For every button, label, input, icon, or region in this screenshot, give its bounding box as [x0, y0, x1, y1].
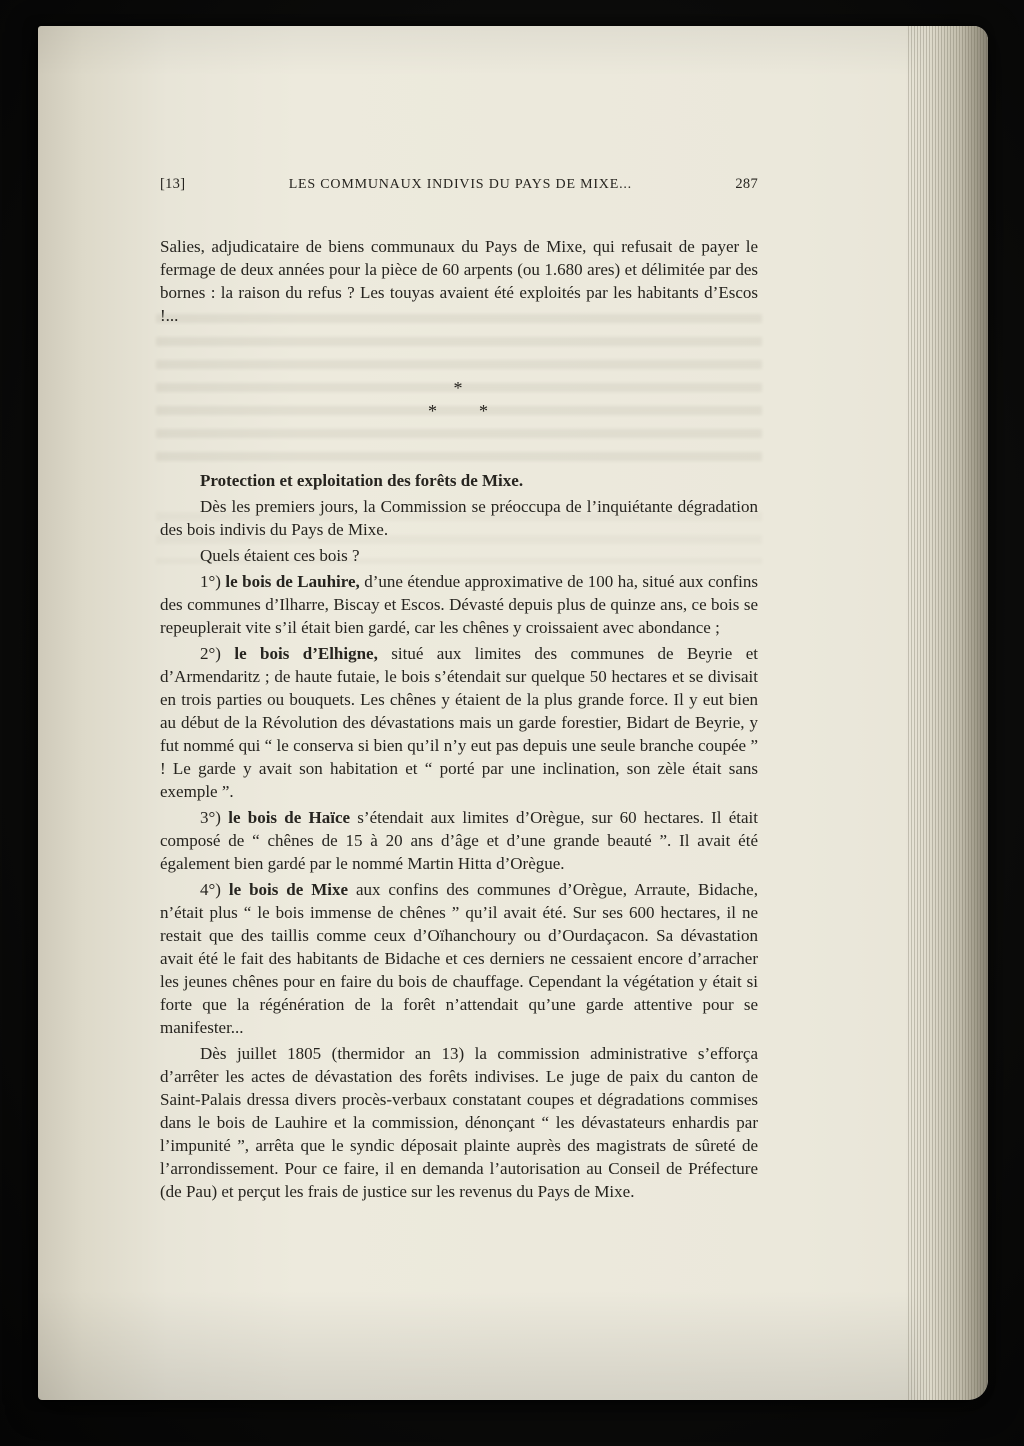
text-run: Dès les premiers jours, la Commission se préoccupa de l’inquiétante dégradation des bois indivis du Pays de Mixe. [160, 497, 758, 539]
page-stack-edges [906, 26, 988, 1400]
text-run: le bois de Lauhire, [225, 572, 360, 591]
paragraph [160, 1042, 758, 1203]
text-run: Dès juillet 1805 (thermidor an 13) la commission administrative s’efforça d’arrêter les actes de dévastation des forêts indivises. Le juge de paix du canton de Saint-Palais dressa divers procès-verbaux constatant coupes et dégradations commises dans le bois de Lauhire et la commission, dénonçant “ les dévastateurs enhardis par l’impunité ”, arrêta que le syndic déposait plainte auprès des magistrats de sûreté de l’arrondissement. Pour ce faire, il en demanda l’autorisation au Conseil de Préfecture (de Pau) et perçut les frais de justice sur les revenus du Pays de Mixe. [160, 1044, 758, 1201]
text-run: s’étendait aux limites d’Orègue, sur 60 hectares. Il était composé de “ chênes de 15 à 20 ans d’âge et d’une grande beauté ”. Il avait été également bien gardé par le nommé Martin Hitta d’Orègue. [160, 808, 758, 873]
running-title: LES COMMUNAUX INDIVIS DU PAYS DE MIXE... [288, 177, 632, 192]
text-run: Quels étaient ces bois ? [200, 546, 360, 565]
text-run: situé aux limites des communes de Beyrie et d’Armendaritz ; de haute futaie, le bois s’étendait sur quelque 50 hectares et se divisait en trois parties ou bouquets. Les chênes y étaient de la plus grande force. Il y eut bien au début de la Révolution des dévastations mais un garde forestier, Bidart de Beyrie, y fut nommé qui “ le conserva si bien qu’il n’y eut pas depuis une seule branche coupée ” ! Le garde y avait son habitation et “ porté par une inclination, son zèle était sans exemple ”. [160, 644, 758, 801]
printed-text-area [160, 176, 758, 1206]
page-header [160, 176, 758, 193]
text-run: le bois de Haïce [228, 808, 351, 827]
page-number: 287 [735, 176, 758, 192]
facing-page-edge [7, 32, 35, 1388]
paragraph [160, 878, 758, 1039]
text-run: aux confins des communes d’Orègue, Arraute, Bidache, n’était plus “ le bois immense de chênes ” qu’il avait été. Sur ses 600 hectares, il ne restait que des taillis comme ceux d’Oïhanchoury ou d’Ourdaçacon. Sa dévastation avait été le fait des habitants de Bidache et ces derniers ne cessaient encore d’arracher les jeunes chênes pour en faire du bois de chauffage. Cependant la végétation y était si forte que la régénération de la forêt n’attendait qu’une garde attentive pour se manifester... [160, 880, 758, 1037]
text-run: 2°) [200, 644, 235, 663]
text-run: le bois d’Elhigne, [234, 644, 378, 663]
text-run: le bois de Mixe [228, 880, 349, 899]
paragraph [160, 806, 758, 875]
text-run: d’une étendue approximative de 100 ha, situé aux confins des communes d’Ilharre, Biscay et Escos. Dévasté depuis plus de quinze ans, ce bois se repeuplerait vite s’il était bien gardé, car les chênes y croissaient avec abondance ; [160, 572, 758, 637]
paragraph [160, 544, 758, 567]
paragraph [160, 495, 758, 541]
section-heading: Protection et exploitation des forêts de Mixe. [200, 471, 524, 490]
asterisk-bottom: * * [428, 401, 490, 421]
asterisk-top: * [453, 378, 465, 398]
paragraph [160, 642, 758, 803]
chapter-index-label: [13] [160, 176, 186, 192]
text-run: Salies, adjudicataire de biens communaux du Pays de Mixe, qui refusait de payer le fermage de deux années pour la pièce de 60 arpents (ou 1.680 ares) et délimitée par des bornes : la raison du refus ? Les touyas avaient été exploités par les habitants d’Escos !... [160, 237, 758, 325]
text-blocks [160, 235, 758, 1203]
paragraph [160, 235, 758, 327]
paragraph [160, 570, 758, 639]
text-run: 1°) [200, 572, 226, 591]
text-run: 4°) [200, 880, 229, 899]
asterisk-separator [160, 377, 758, 423]
book-page [38, 26, 988, 1400]
text-run: 3°) [200, 808, 229, 827]
